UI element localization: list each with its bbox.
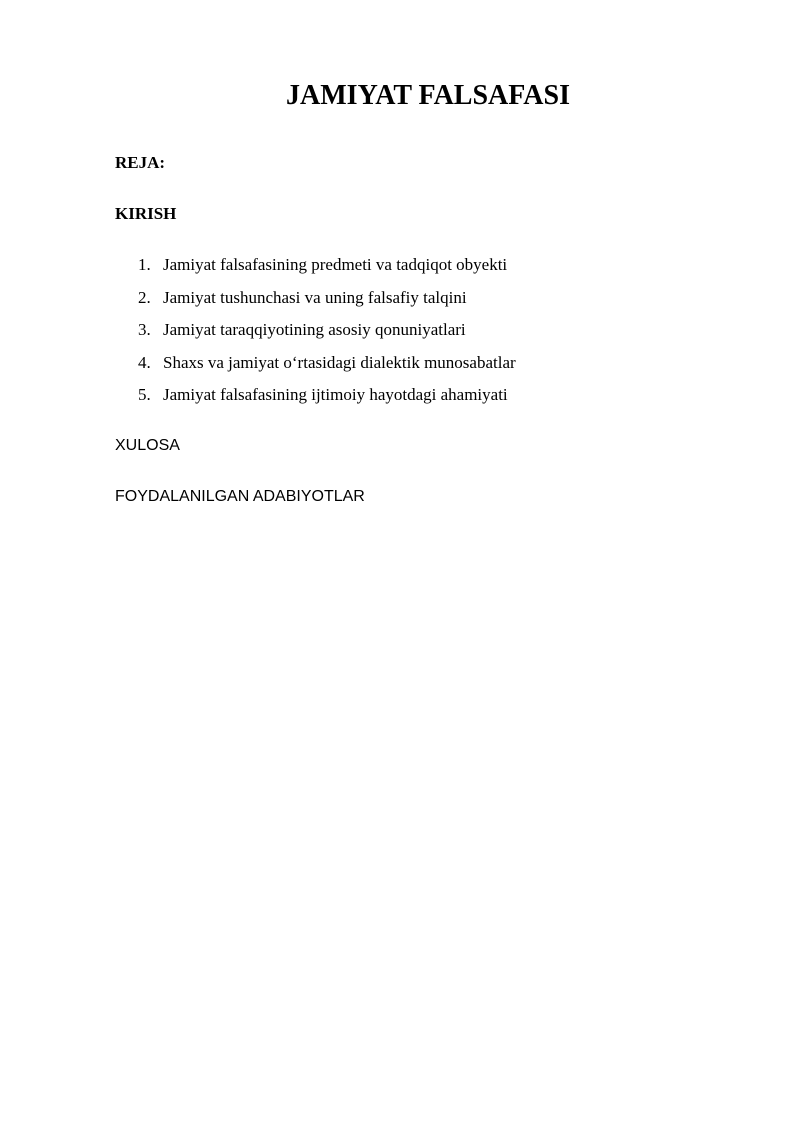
document-title: JAMIYAT FALSAFASI	[286, 80, 570, 111]
plan-item-number: 5.	[138, 385, 151, 404]
intro-heading: KIRISH	[115, 204, 177, 223]
plan-item-text: Jamiyat falsafasining predmeti va tadqiqot obyekti	[163, 255, 508, 274]
conclusion-heading: XULOSA	[115, 437, 180, 454]
plan-item-number: 4.	[138, 352, 151, 372]
plan-item-number: 2.	[138, 287, 151, 307]
plan-item-text: Jamiyat taraqqiyotining asosiy qonuniyatlari	[163, 320, 466, 339]
plan-item-text: Jamiyat falsafasining ijtimoiy hayotdagi ahamiyati	[163, 385, 508, 404]
plan-item-text: Shaxs va jamiyat o‘rtasidagi dialektik munosabatlar	[163, 352, 516, 372]
plan-item-text: Jamiyat tushunchasi va uning falsafiy talqini	[163, 287, 467, 307]
references-heading: FOYDALANILGAN ADABIYOTLAR	[115, 488, 365, 505]
plan-item-number: 1.	[138, 255, 151, 274]
plan-item-number: 3.	[138, 320, 151, 339]
plan-heading: REJA:	[115, 153, 166, 172]
